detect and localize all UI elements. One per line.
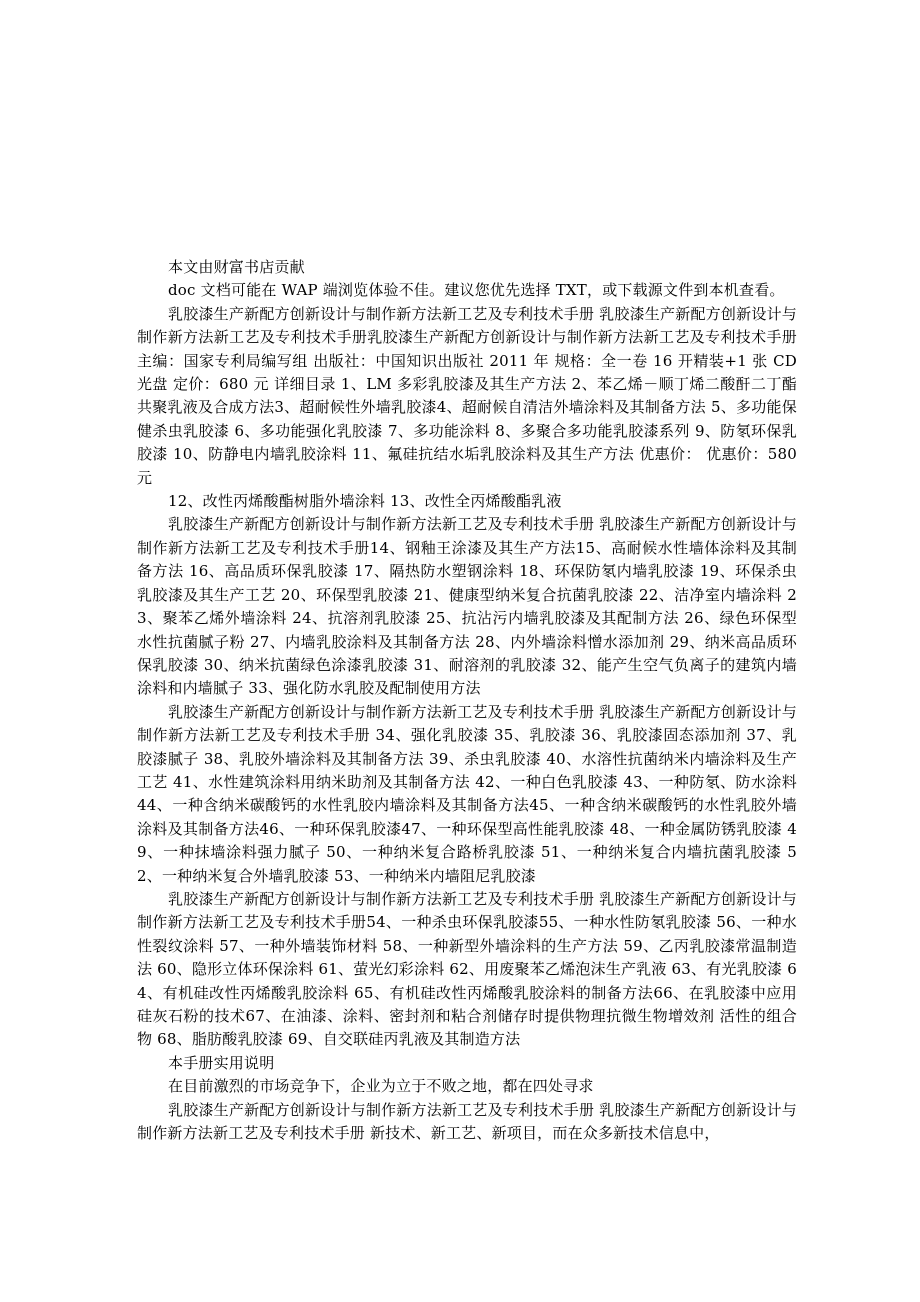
contributor-line: 本文由财富书店贡献	[168, 258, 305, 276]
format-notice: doc 文档可能在 WAP 端浏览体验不佳。建议您优先选择 TXT，或下载源文件到本机查看。	[168, 281, 785, 300]
catalog-paragraph-3: 乳胶漆生产新配方创新设计与制作新方法新工艺及专利技术手册 乳胶漆生产新配方创新设计与制作新方法新工艺及专利技术手册 34、强化乳胶漆 35、乳胶漆 36、乳胶漆固态添加剂 37、乳胶漆腻子 38、乳胶外墙涂料及其制备方法 39、杀虫乳胶漆 40、水溶性抗菌纳米内墙涂料及生产工艺 41、水性建筑涂料用纳米助剂及其制备方法 42、一种白色乳胶漆 43、一种防氡、防水涂料44、一种含纳米碳酸钙的水性乳胶内墙涂料及其制备方法45、一种含纳米碳酸钙的水性乳胶外墙涂料及其制备方法46、一种环保乳胶漆47、一种环保型高性能乳胶漆 48、一种金属防锈乳胶漆 49、一种抹墙涂料强力腻子 50、一种纳米复合路桥乳胶漆 51、一种纳米复合内墙抗菌乳胶漆 52、一种纳米复合外墙乳胶漆 53、一种纳米内墙阻尼乳胶漆	[137, 702, 797, 885]
catalog-paragraph-4: 乳胶漆生产新配方创新设计与制作新方法新工艺及专利技术手册 乳胶漆生产新配方创新设计与制作新方法新工艺及专利技术手册54、一种杀虫环保乳胶漆55、一种水性防氡乳胶漆 56、一种水性裂纹涂料 57、一种外墙装饰材料 58、一种新型外墙涂料的生产方法 59、乙丙乳胶漆常温制造法 60、隐形立体环保涂料 61、萤光幻彩涂料 62、用废聚苯乙烯泡沫生产乳液 63、有光乳胶漆 64、有机硅改性丙烯酸乳胶涂料 65、有机硅改性丙烯酸乳胶涂料的制备方法66、在乳胶漆中应用硅灰石粉的技术67、在油漆、涂料、密封剂和粘合剂储存时提供物理抗微生物增效剂 活性的组合物 68、脂肪酸乳胶漆 69、自交联硅丙乳液及其制造方法	[137, 889, 797, 1049]
section-heading: 本手册实用说明	[168, 1053, 275, 1072]
book-info-paragraph: 乳胶漆生产新配方创新设计与制作新方法新工艺及专利技术手册 乳胶漆生产新配方创新设计与制作新方法新工艺及专利技术手册乳胶漆生产新配方创新设计与制作新方法新工艺及专利技术手册 主编：国家专利局编写组 出版社：中国知识出版社 2011 年 规格：全一卷 16 开精装+1 张 CD 光盘 定价：680 元 详细目录 1、LM 多彩乳胶漆及其生产方法 2、苯乙烯－顺丁烯二酸酐二丁酯共聚乳液及合成方法3、超耐候性外墙乳胶漆4、超耐候自清洁外墙涂料及其制备方法 5、多功能保健杀虫乳胶漆 6、多功能强化乳胶漆 7、多功能涂料 8、多聚合多功能乳胶漆系列 9、防氡环保乳胶漆 10、防静电内墙乳胶涂料 11、氟硅抗结水垢乳胶涂料及其生产方法 优惠价： 优惠价：580 元	[137, 304, 797, 487]
catalog-paragraph-2: 乳胶漆生产新配方创新设计与制作新方法新工艺及专利技术手册 乳胶漆生产新配方创新设计与制作新方法新工艺及专利技术手册14、钢釉王涂漆及其生产方法15、高耐候水性墙体涂料及其制备方法 16、高品质环保乳胶漆 17、隔热防水塑钢涂料 18、环保防氡内墙乳胶漆 19、环保杀虫乳胶漆及其生产工艺 20、环保型乳胶漆 21、健康型纳米复合抗菌乳胶漆 22、洁净室内墙涂料 23、聚苯乙烯外墙涂料 24、抗溶剂乳胶漆 25、抗沾污内墙乳胶漆及其配制方法 26、绿色环保型水性抗菌腻子粉 27、内墙乳胶涂料及其制备方法 28、内外墙涂料憎水添加剂 29、纳米高品质环保乳胶漆 30、纳米抗菌绿色涂漆乳胶漆 31、耐溶剂的乳胶漆 32、能产生空气负离子的建筑内墙涂料和内墙腻子 33、强化防水乳胶及配制使用方法	[137, 515, 797, 698]
intro-continuation: 乳胶漆生产新配方创新设计与制作新方法新工艺及专利技术手册 乳胶漆生产新配方创新设计与制作新方法新工艺及专利技术手册 新技术、新工艺、新项目，而在众多新技术信息中，	[137, 1100, 797, 1143]
document-body	[137, 256, 797, 1145]
catalog-paragraph-1: 12、改性丙烯酸酯树脂外墙涂料 13、改性全丙烯酸酯乳液	[168, 492, 562, 511]
intro-paragraph: 在目前激烈的市场竞争下，企业为立于不败之地，都在四处寻求	[168, 1077, 594, 1096]
